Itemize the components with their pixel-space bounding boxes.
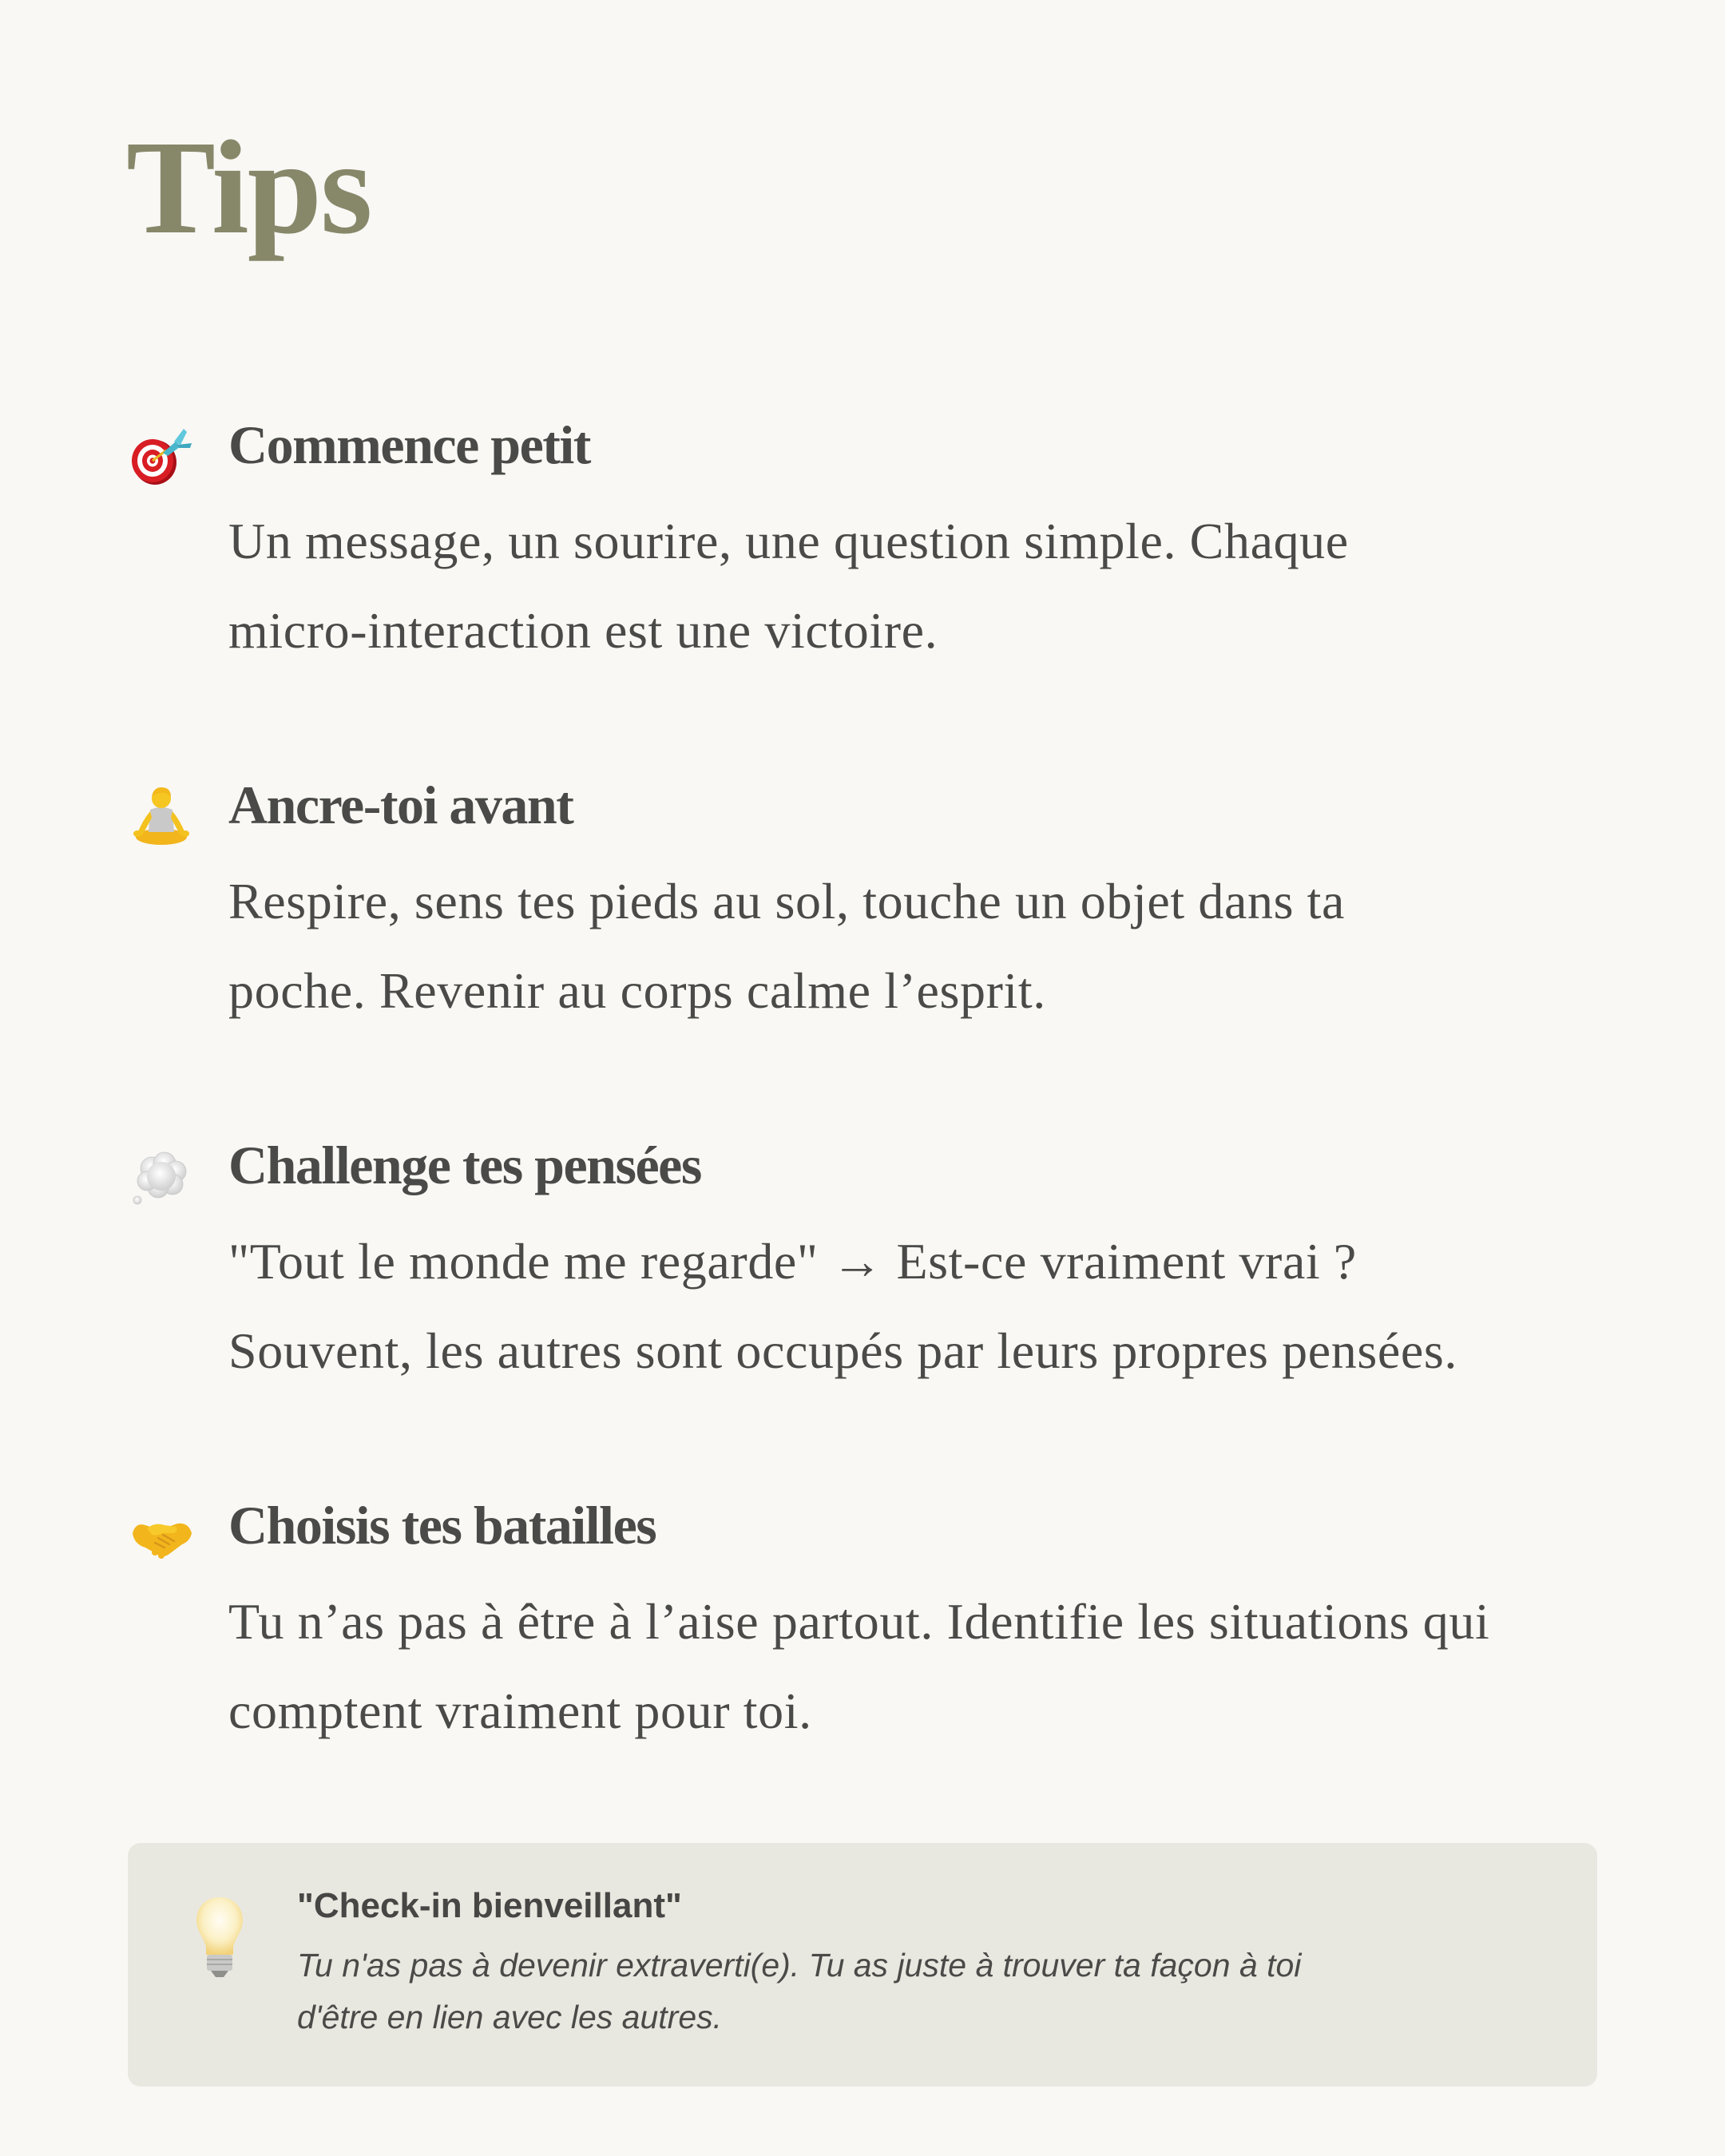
callout-text [297,1940,1301,2043]
handshake-icon [128,1501,195,1568]
tip-line: micro-interaction est une victoire. [228,602,938,659]
tip-line: Tu n’as pas à être à l’aise partout. Identifie les situations qui [228,1593,1490,1650]
tip-ancre-toi-avant [128,773,1597,1108]
light-bulb-icon [192,1894,248,1982]
tip-line: Respire, sens tes pieds au sol, touche un objet dans ta [228,873,1346,929]
tip-line: Souvent, les autres sont occupés par leurs propres pensées. [228,1322,1457,1379]
tip-description [228,497,1349,676]
page-title: Tips [126,113,371,262]
tip-description [228,1577,1489,1756]
person-in-lotus-position-icon [128,781,195,848]
tip-heading: Choisis tes batailles [228,1495,656,1556]
thought-balloon-icon [128,1141,195,1208]
tip-line: "Tout le monde me regarde" → Est-ce vraiment vrai ? [228,1233,1357,1290]
direct-hit-target-icon [128,421,195,488]
tip-heading: Ancre-toi avant [228,775,573,835]
callout-line: Tu n'as pas à devenir extraverti(e). Tu as juste à trouver ta façon à toi [297,1947,1302,1984]
tip-line: comptent vraiment pour toi. [228,1682,812,1739]
tip-choisis-tes-batailles [128,1493,1597,1829]
tip-line: Un message, un sourire, une question simple. Chaque [228,513,1349,569]
tip-line: poche. Revenir au corps calme l’esprit. [228,962,1046,1019]
tip-commence-petit [128,413,1597,748]
callout-line: d'être en lien avec les autres. [297,1999,723,2035]
tip-description [228,857,1345,1036]
tip-heading: Commence petit [228,414,590,475]
callout-title: "Check-in bienveillant" [297,1886,682,1925]
tip-heading: Challenge tes pensées [228,1135,701,1195]
callout-check-in [128,1843,1597,2087]
tip-description [228,1217,1457,1396]
tip-challenge-tes-pensees [128,1133,1597,1468]
